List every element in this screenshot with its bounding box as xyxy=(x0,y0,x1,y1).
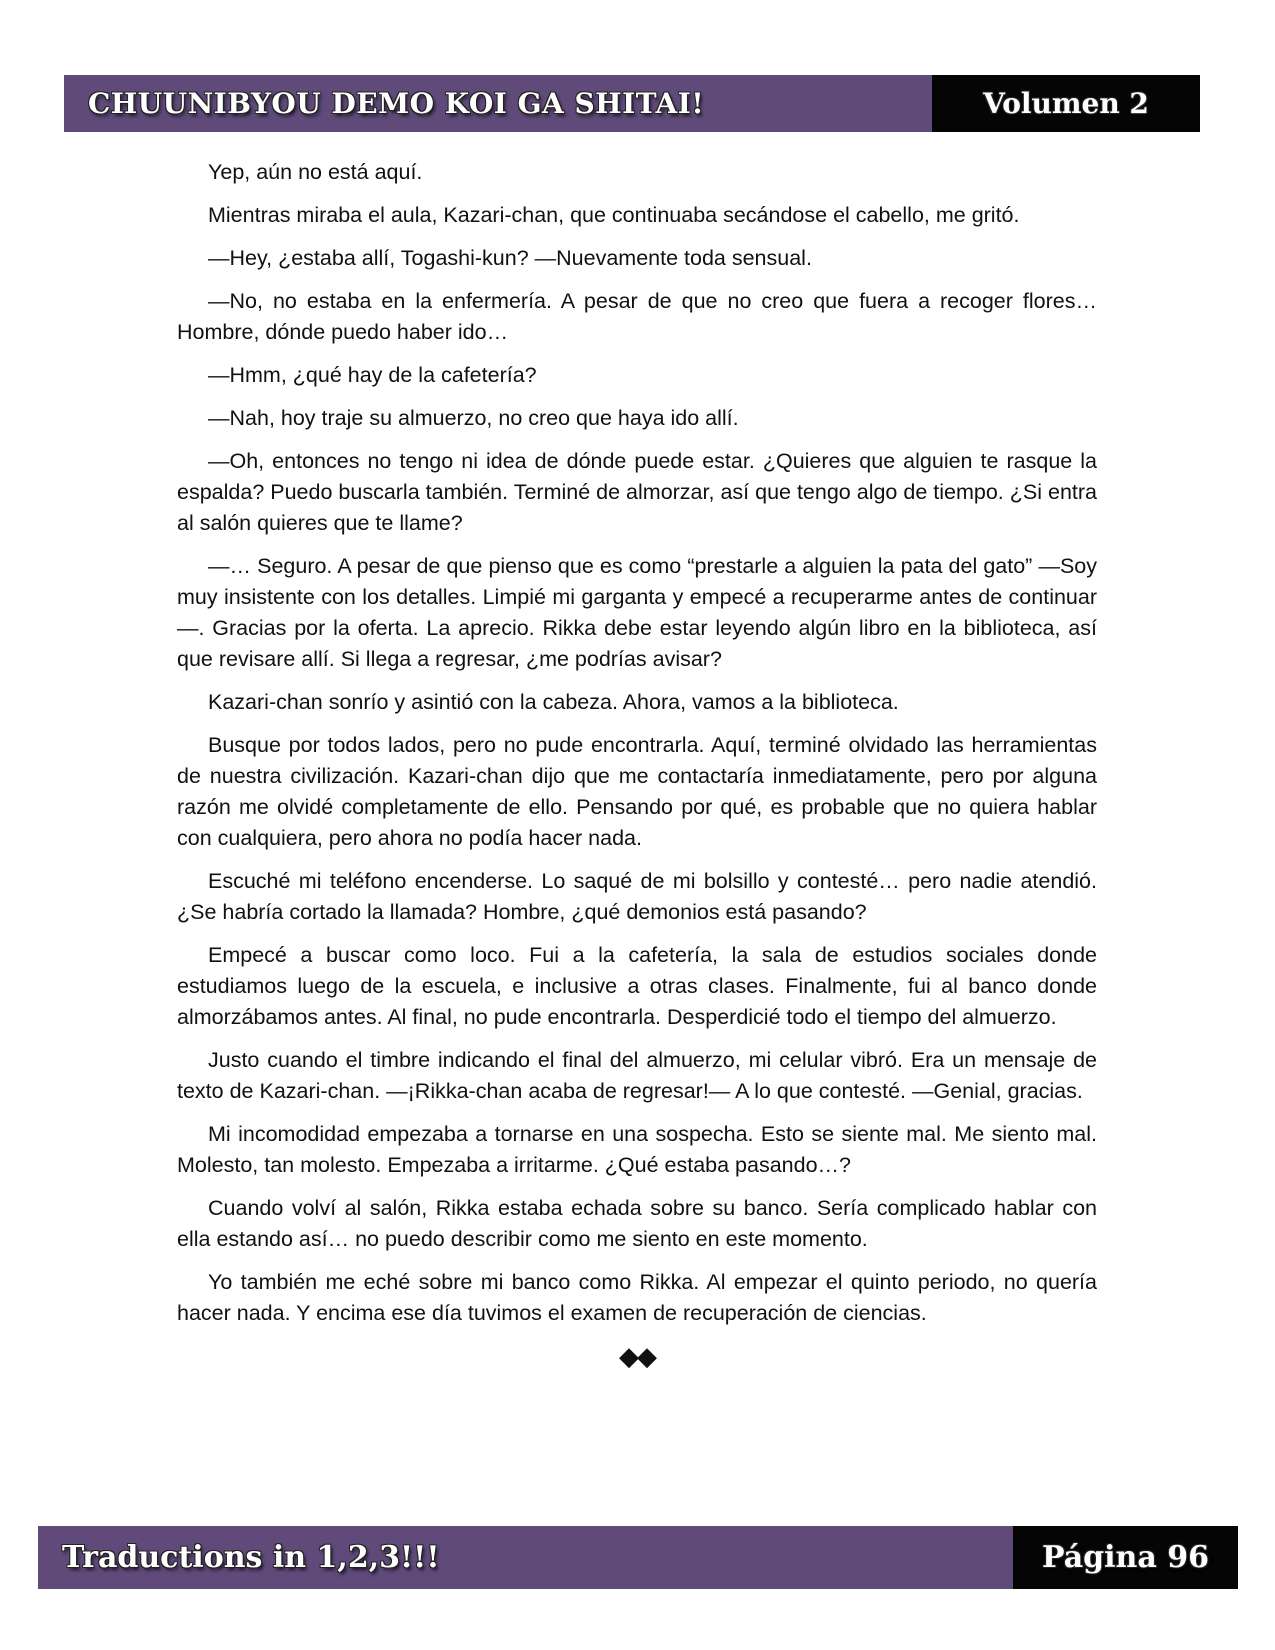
page-number: Página 96 xyxy=(1041,1540,1209,1575)
paragraph: Yep, aún no está aquí. xyxy=(208,160,423,184)
paragraph: —No, no estaba en la enfermería. A pesar de que no creo que fuera a recoger flores… Hombre, dónde puedo haber ido… xyxy=(177,289,1097,344)
paragraph: Busque por todos lados, pero no pude encontrarla. Aquí, terminé olvidado las herramientas de nuestra civilización. Kazari-chan dijo que me contactaría inmediatamente, pero por alguna razón me olvidé completamente de ello. Pensando por qué, es probable que no quiera hablar con cualquiera, pero ahora no podía hacer nada. xyxy=(177,733,1097,850)
paragraph: —Hmm, ¿qué hay de la cafetería? xyxy=(208,363,537,387)
paragraph: —Nah, hoy traje su almuerzo, no creo que haya ido allí. xyxy=(208,406,739,430)
paragraph: —Hey, ¿estaba allí, Togashi-kun? —Nuevamente toda sensual. xyxy=(208,246,812,270)
paragraph: Cuando volví al salón, Rikka estaba echada sobre su banco. Sería complicado hablar con ella estando así… no puedo describir como me siento en este momento. xyxy=(177,1196,1097,1251)
paragraph: Escuché mi teléfono encenderse. Lo saqué de mi bolsillo y contesté… pero nadie atendió. ¿Se habría cortado la llamada? Hombre, ¿qué demonios está pasando? xyxy=(177,869,1097,924)
translator-credit: Traductions in 1,2,3!!! xyxy=(62,1540,440,1575)
footer-credit-panel xyxy=(38,1526,1013,1589)
header-title-panel xyxy=(64,75,932,132)
paragraph: Justo cuando el timbre indicando el final del almuerzo, mi celular vibró. Era un mensaje de texto de Kazari-chan. —¡Rikka-chan acaba de regresar!— A lo que contesté. —Genial, gracias. xyxy=(177,1048,1097,1103)
scene-separator: ◆◆ xyxy=(619,1341,655,1371)
paragraph: Kazari-chan sonrío y asintió con la cabeza. Ahora, vamos a la biblioteca. xyxy=(208,690,899,714)
footer-page-panel xyxy=(1013,1526,1238,1589)
paragraph: Mi incomodidad empezaba a tornarse en una sospecha. Esto se siente mal. Me siento mal. Molesto, tan molesto. Empezaba a irritarme. ¿Qué estaba pasando…? xyxy=(177,1122,1097,1177)
footer-banner xyxy=(38,1526,1238,1589)
paragraph: Empecé a buscar como loco. Fui a la cafetería, la sala de estudios sociales donde estudiamos luego de la escuela, e inclusive a otras clases. Finalmente, fui al banco donde almorzábamos antes. Al final, no pude encontrarla. Desperdicié todo el tiempo del almuerzo. xyxy=(177,943,1097,1029)
volume-label: Volumen 2 xyxy=(983,87,1149,120)
book-title: CHUUNIBYOU DEMO KOI GA SHITAI! xyxy=(88,87,705,120)
page-body xyxy=(177,157,1097,1372)
header-banner xyxy=(64,75,1200,132)
paragraph: Yo también me eché sobre mi banco como Rikka. Al empezar el quinto periodo, no quería hacer nada. Y encima ese día tuvimos el examen de recuperación de ciencias. xyxy=(177,1270,1097,1325)
header-volume-panel xyxy=(932,75,1200,132)
paragraph: Mientras miraba el aula, Kazari-chan, que continuaba secándose el cabello, me gritó. xyxy=(208,203,1020,227)
paragraph: —… Seguro. A pesar de que pienso que es como “prestarle a alguien la pata del gato” —Soy muy insistente con los detalles. Limpié mi garganta y empecé a recuperarme antes de continuar—. Gracias por la oferta. La aprecio. Rikka debe estar leyendo algún libro en la biblioteca, así que revisare allí. Si llega a regresar, ¿me podrías avisar? xyxy=(177,554,1097,671)
paragraph: —Oh, entonces no tengo ni idea de dónde puede estar. ¿Quieres que alguien te rasque la espalda? Puedo buscarla también. Terminé de almorzar, así que tengo algo de tiempo. ¿Si entra al salón quieres que te llame? xyxy=(177,449,1097,535)
